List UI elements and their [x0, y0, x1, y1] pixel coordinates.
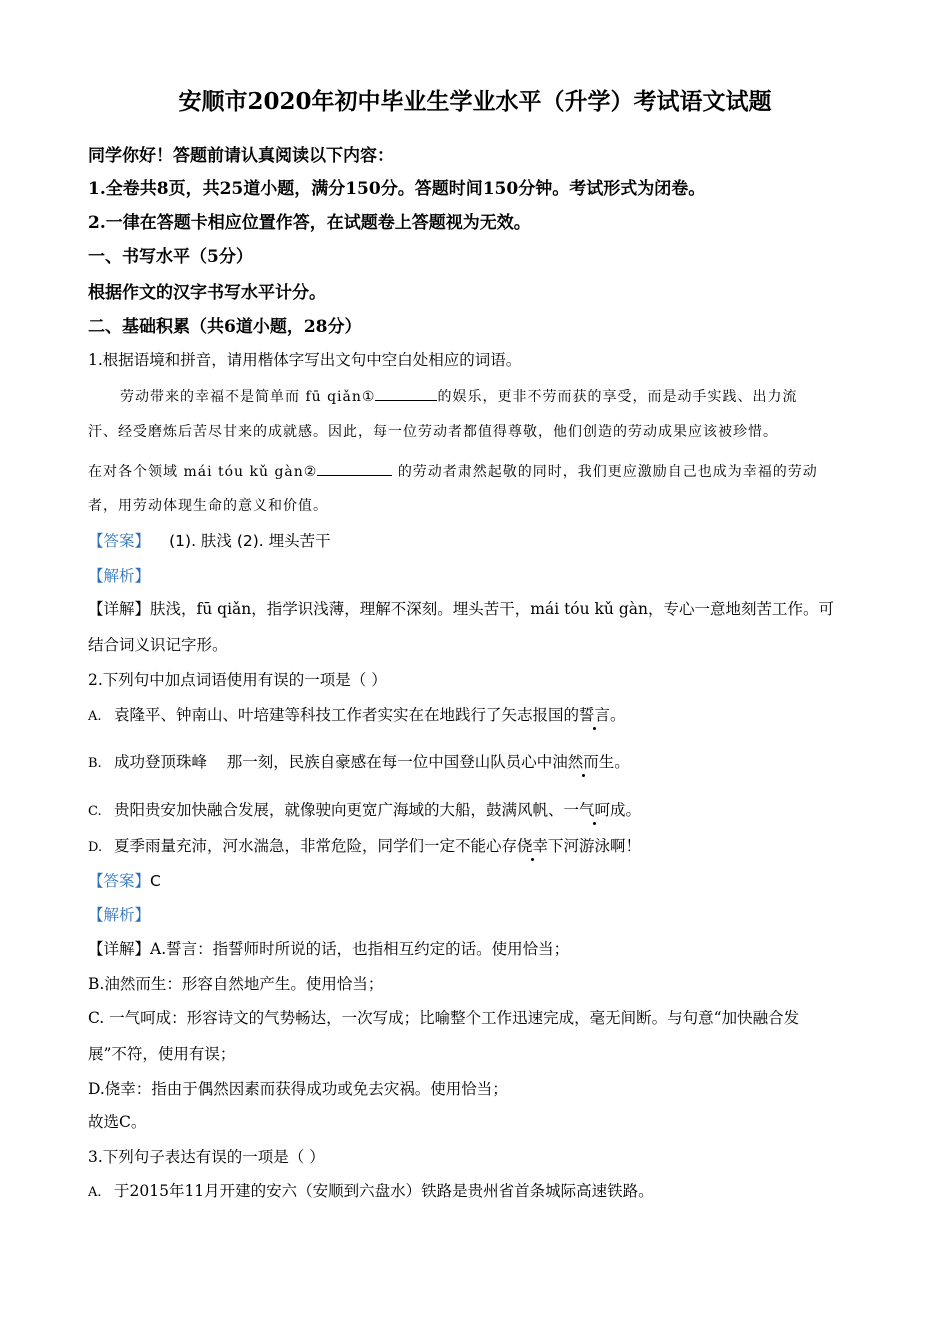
answer-blank-2 — [317, 461, 392, 476]
q2-detail-c-line-2: 展”不符，使用有误； — [88, 1045, 236, 1063]
q2-option-b — [88, 753, 630, 772]
pinyin-text: fū qiǎn — [300, 389, 362, 405]
option-text: 贵阳贵安加快融合发展，就像驶向更宽广海域的大船，鼓满风帆、 — [114, 801, 564, 819]
option-label: A. — [88, 1185, 102, 1200]
option-text: 成功登顶珠峰 那一刻，民族自豪感在每一位中国登山队员心中 — [114, 753, 553, 771]
q1-passage-line-4: 者，用劳动体现生命的意义和价值。 — [88, 498, 328, 514]
q2-detail-c-line-1: C. 一气呵成：形容诗文的气势畅达，一次写成；比喻整个工作迅速完成，毫无间断。与句意“加快融合发 — [88, 1009, 800, 1027]
answer-tag: 【答案】 — [88, 872, 151, 890]
q2-answer-line — [88, 871, 161, 891]
answer-blank-1 — [375, 386, 437, 401]
answer-tag: 【答案】 — [88, 532, 151, 550]
q3-option-a — [88, 1182, 654, 1201]
dotted-word: 侥幸 — [517, 837, 549, 855]
instruction-item-1: 1.全卷共8页，共25道小题，满分150分。答题时间150分钟。考试形式为闭卷。 — [88, 179, 706, 199]
option-text: 。 — [625, 801, 642, 819]
q1-passage-line-1 — [120, 386, 797, 406]
answer-text: (1). 肤浅 (2). 埋头苦干 — [169, 532, 331, 550]
q2-option-c — [88, 801, 641, 820]
answer-text: C — [150, 872, 161, 890]
dotted-word: 一气呵成 — [563, 801, 626, 819]
q1-passage-line-2: 汗、经受磨炼后苦尽甘来的成就感。因此，每一位劳动者都值得尊敬，他们创造的劳动成果应该被珍惜。 — [88, 424, 778, 440]
option-text: 。 — [614, 753, 630, 771]
q1-passage-text: 的劳动者肃然起敬的同时，我们更应激励自己也成为幸福的劳动 — [397, 464, 818, 480]
option-text: 夏季雨量充沛，河水湍急，非常危险，同学们一定不能心存 — [114, 837, 518, 855]
page-title: 安顺市2020年初中毕业生学业水平（升学）考试语文试题 — [178, 88, 772, 115]
q2-stem: 2.下列句中加点词语使用有误的一项是（ ） — [88, 671, 387, 689]
pinyin-text: mái tóu kǔ gàn — [178, 464, 304, 480]
option-label: A. — [88, 709, 102, 724]
section-2-heading: 二、基础积累（共6道小题，28分） — [88, 317, 362, 337]
q2-detail-a: 【详解】A.誓言：指誓师时所说的话，也指相互约定的话。使用恰当； — [88, 940, 570, 958]
q1-passage-text: 的娱乐，更非不劳而获的享受，而是动手实践、出力流 — [437, 389, 798, 405]
section-1-heading: 一、书写水平（5分） — [88, 247, 253, 267]
section-1-text: 根据作文的汉字书写水平计分。 — [88, 283, 326, 303]
instructions-greeting: 同学你好！答题前请认真阅读以下内容： — [88, 146, 394, 166]
dotted-word: 誓言 — [579, 706, 611, 724]
instruction-item-2: 2.一律在答题卡相应位置作答，在试题卷上答题视为无效。 — [88, 213, 531, 233]
option-label: B. — [88, 756, 102, 771]
option-label: D. — [88, 840, 103, 855]
q1-passage-text: 在对各个领域 — [88, 464, 178, 480]
q2-conclusion: 故选C。 — [88, 1113, 147, 1131]
q2-option-d — [88, 837, 641, 856]
dotted-word: 油然而生 — [552, 753, 615, 771]
analysis-tag: 【解析】 — [88, 567, 151, 585]
q3-stem: 3.下列句子表达有误的一项是（ ） — [88, 1148, 325, 1166]
option-text: 于2015年11月开建的安六（安顺到六盘水）铁路是贵州省首条城际高速铁路。 — [114, 1182, 654, 1200]
q1-detail-line-2: 结合词义识记字形。 — [88, 636, 228, 654]
blank-mark-1: ① — [361, 389, 376, 405]
q1-detail-line-1: 【详解】肤浅，fū qiǎn，指学识浅薄，理解不深刻。埋头苦干，mái tóu kǔ gàn，专心一意地刻苦工作。可 — [88, 600, 834, 618]
q2-option-a — [88, 706, 626, 725]
q2-detail-d: D.侥幸：指由于偶然因素而获得成功或免去灾祸。使用恰当； — [88, 1080, 508, 1098]
q1-passage-line-3 — [88, 461, 818, 481]
option-text: 。 — [610, 706, 626, 724]
option-text: 袁隆平、钟南山、叶培建等科技工作者实实在在地践行了矢志报国的 — [114, 706, 580, 724]
q2-detail-b: B.油然而生：形容自然地产生。使用恰当； — [88, 975, 384, 993]
q1-answer-line — [88, 531, 331, 551]
option-label: C. — [88, 804, 102, 819]
analysis-tag: 【解析】 — [88, 906, 151, 924]
q1-passage-text: 劳动带来的幸福不是简单而 — [120, 389, 300, 405]
blank-mark-2: ② — [303, 464, 318, 480]
q1-stem: 1.根据语境和拼音，请用楷体字写出文句中空白处相应的词语。 — [88, 351, 522, 369]
option-text: 下河游泳啊！ — [548, 837, 642, 855]
